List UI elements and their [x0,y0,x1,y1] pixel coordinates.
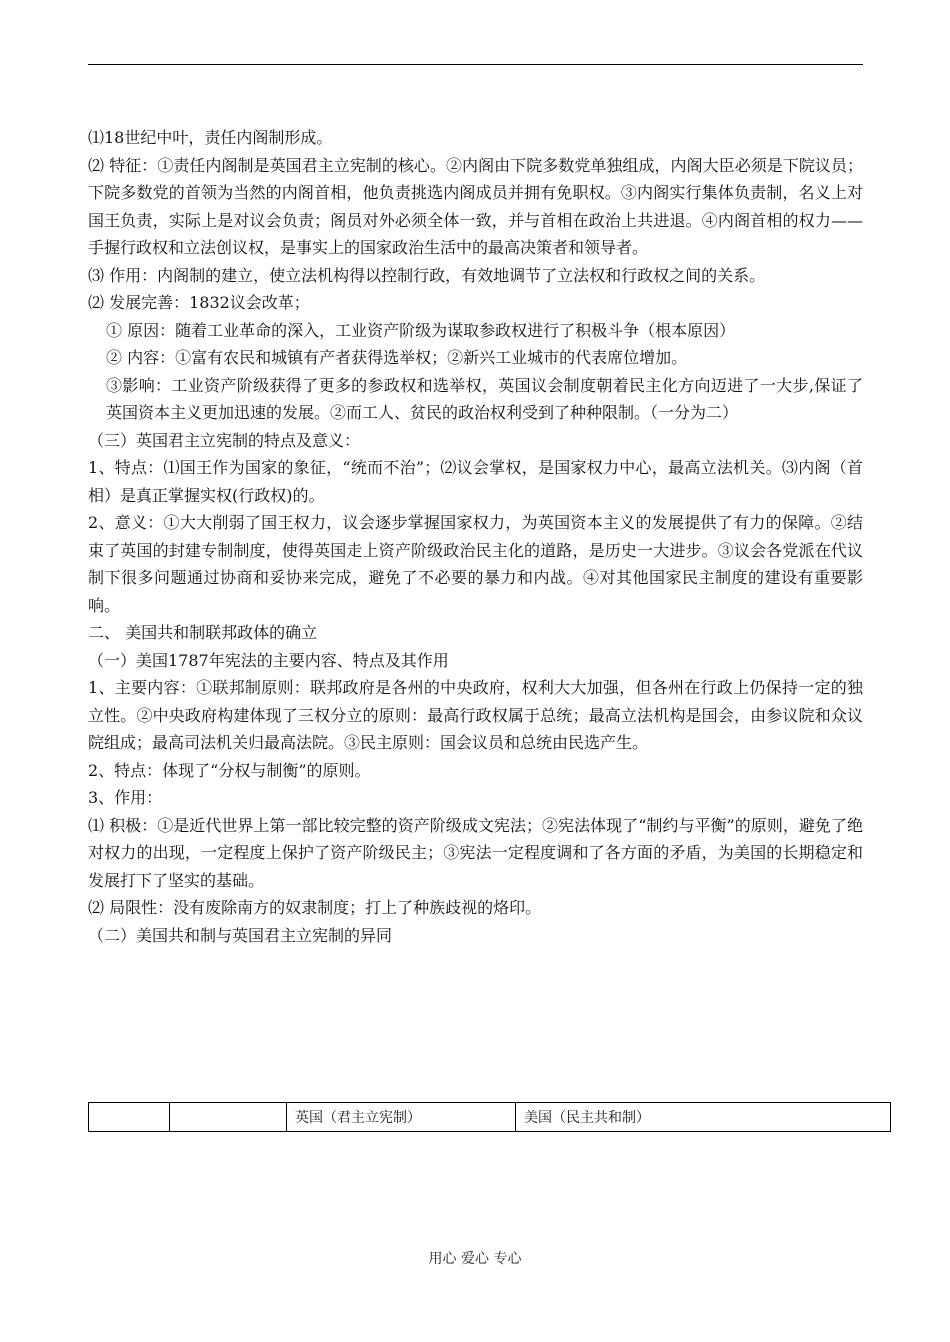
paragraph: ⑶ 作用：内阁制的建立，使立法机构得以控制行政，有效地调节了立法权和行政权之间的关系。 [88,265,766,285]
paragraph: 1、特点：⑴国王作为国家的象征，“统而不治”；⑵议会掌权，是国家权力中心，最高立法机关。⑶内阁（首相）是真正掌握实权(行政权)的。 [88,458,863,505]
table-cell: 英国（君主立宪制） [287,1103,516,1132]
page-footer: 用心 爱心 专心 [428,1251,522,1267]
paragraph: 3、作用： [88,788,163,807]
paragraph: 2、意义：①大大削弱了国王权力，议会逐步掌握国家权力，为英国资本主义的发展提供了有力的保障。②结束了英国的封建专制制度，使得英国走上资产阶级政治民主化的道路，是历史一大进步。③议会各党派在代议制下很多问题通过协商和妥协来完成，避免了不必要的暴力和内战。④对其他国家民主制度的建设有重要影响。 [88,513,863,615]
section-heading: （一）美国1787年宪法的主要内容、特点及其作用 [88,650,449,670]
paragraph: ⑵ 局限性：没有废除南方的奴隶制度；打上了种族歧视的烙印。 [88,898,542,917]
table-cell [170,1103,287,1132]
header-rule [88,64,863,65]
comparison-table [88,1102,891,1132]
section-heading: 二、 美国共和制联邦政体的确立 [88,623,318,642]
paragraph: ⑵ 特征：①责任内阁制是英国君主立宪制的核心。②内阁由下院多数党单独组成，内阁大臣必须是下院议员；下院多数党的首领为当然的内阁首相，他负责挑选内阁成员并拥有免职权。③内阁实行集体负责制，名义上对国王负责，实际上是对议会负责；阁员对外必须全体一致，并与首相在政治上共进退。④内阁首相的权力——手握行政权和立法创议权，是事实上的国家政治生活中的最高决策者和领导者。 [88,155,863,257]
document-body [88,124,863,949]
paragraph: ③影响：工业资产阶级获得了更多的参政权和选举权，英国议会制度朝着民主化方向迈进了一大步,保证了英国资本主义更加迅速的发展。②而工人、贫民的政治权利受到了种种限制。（一分为二） [106,375,863,422]
paragraph: ② 内容：①富有农民和城镇有产者获得选举权；②新兴工业城市的代表席位增加。 [106,348,688,367]
section-heading: （三）英国君主立宪制的特点及意义： [88,430,361,450]
table-cell: 美国（民主共和制） [516,1103,891,1132]
paragraph: 1、主要内容：①联邦制原则：联邦政府是各州的中央政府，权利大大加强，但各州在行政上仍保持一定的独立性。②中央政府构建体现了三权分立的原则：最高行政权属于总统；最高立法机构是国会，由参议院和众议院组成；最高司法机关归最高法院。③民主原则：国会议员和总统由民选产生。 [88,678,863,752]
paragraph: ⑴18世纪中叶，责任内阁制形成。 [88,128,333,147]
paragraph: ⑴ 积极：①是近代世界上第一部比较完整的资产阶级成文宪法；②宪法体现了“制约与平衡”的原则，避免了绝对权力的出现，一定程度上保护了资产阶级民主；③宪法一定程度调和了各方面的矛盾，为美国的长期稳定和发展打下了坚实的基础。 [88,815,863,890]
paragraph: ① 原因：随着工业革命的深入，工业资产阶级为谋取参政权进行了积极斗争（根本原因） [106,320,736,340]
paragraph: 2、特点：体现了“分权与制衡”的原则。 [88,760,371,780]
section-heading: （二）美国共和制与英国君主立宪制的异同 [88,925,393,945]
paragraph: ⑵ 发展完善：1832议会改革； [88,293,310,312]
table-cell [89,1103,170,1132]
table-row [89,1103,891,1132]
